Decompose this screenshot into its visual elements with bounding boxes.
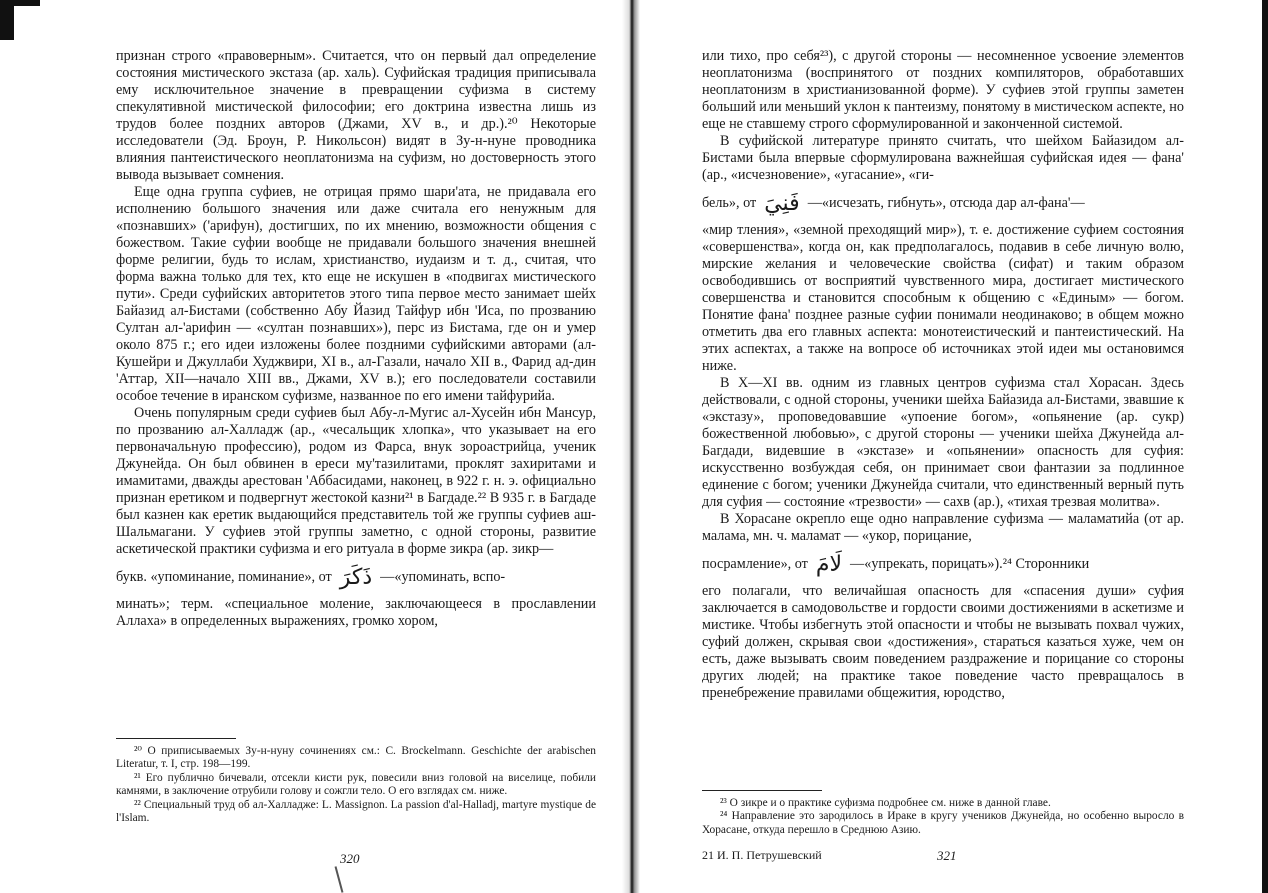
left-continuation: минать»; терм. «специальное моление, заключающееся в прославлении Аллаха» в определенных выражениях, громко хором, bbox=[116, 596, 596, 629]
right-paragraph-2: В суфийской литературе принято считать, что шейхом Байазидом ал-Бистами была впервые сформулирована важнейшая суфийская идея — фана' (ар., «исчезновение», «угасание», «ги- bbox=[702, 133, 1184, 183]
right-arabic-2-after: —«упрекать, порицать»).²⁴ Сторонники bbox=[850, 555, 1090, 572]
right-paragraph-3: «мир тления», «земной преходящий мир»), т. е. достижение суфием состояния «совершенства», когда он, как предполагалось, подавив в себе личную волю, мирские желания и человеческие свойства (сифат) и таким образом освободившись от восприятий чувственного мира, достигает мистического совершенства и становится способным к общению с «Единым» — богом. Понятие фана' позднее разные суфии понимали неодинаково; в общем можно отметить два его главных аспекта: монотеистический и пантеистический. На этих аспектах, а также на вопросе об источниках этой идеи мы остановимся ниже. bbox=[702, 222, 1184, 374]
right-continuation: его полагали, что величайшая опасность для «спасения души» суфия заключается в самодовольстве и гордости своими достижениями в аскетизме и мистике. Чтобы избегнуть этой опасности и чтобы не вызывать похвал чужих, суфий должен, скрывая свои «достижения», стараться казаться хуже, чем он есть, даже вызывать своим поведением раздражение и порицание со стороны других людей; на практике такое поведение часто превращалось в пренебрежение правилами общежития, юродство, bbox=[702, 583, 1184, 701]
right-page-number: 321 bbox=[937, 848, 957, 863]
right-arabic-1-after: —«исчезать, гибнуть», отсюда дар ал-фана'— bbox=[807, 194, 1085, 211]
printer-signature-mark: 21 И. П. Петрушевский bbox=[702, 848, 822, 862]
right-arabic-line-2 bbox=[702, 545, 1184, 583]
right-body-text bbox=[702, 48, 1184, 702]
arabic-word-lama: لَامَ bbox=[815, 551, 843, 577]
left-arabic-before: букв. «упоминание, поминание», от bbox=[116, 568, 332, 585]
scan-right-edge bbox=[1262, 0, 1268, 893]
arabic-word-dhakara: ذَكَرَ bbox=[339, 564, 373, 590]
scan-curve-mark bbox=[335, 866, 344, 893]
left-paragraph-1: признан строго «правоверным». Считается, что он первый дал определение состояния мистического экстаза (ар. халь). Суфийская традиция приписывала ему исключительное значение в превращении суфизма в систему спекулятивной мистической философии; его доктрина известна лишь из трудов более поздних авторов (Джами, XV в., и др.).²⁰ Некоторые исследователи (Эд. Броун, Р. Никольсон) видят в Зу-н-нуне проводника влияния пантеистического неоплатонизма на суфизм, но достоверность этого вывода вызывает сомнения. bbox=[116, 48, 596, 183]
footnote-24: ²⁴ Направление это зародилось в Ираке в кругу учеников Джунейда, но особенно выросло в Хорасане, откуда перешло в Среднюю Азию. bbox=[702, 810, 1184, 836]
right-arabic-2-before: посрамление», от bbox=[702, 555, 808, 572]
left-paragraph-2: Еще одна группа суфиев, не отрицая прямо шари'ата, не придавала его исполнению большого значения или даже считала его ненужным для «познавших» ('арифун), достигших, по их мнению, возможности общения с божеством. Такие суфии вообще не придавали большого значения внешней форме религии, будь то ислам, христианство, иудаизм и т. д., считая, что форма важна только для тех, кто еще не искушен в «подвигах мистического пути». Среди суфийских авторитетов этого типа первое место занимает шейх Байазид ал-Бистами (собственно Абу Йазид Тайфур ибн 'Иса, по прозванию Султан ал-'арифин — «султан познавших»), перс из Бистама, где он и умер около 875 г.; его идеи изложены более поздними суфийскими авторами (ал-Кушейри и Джуллаби Худжвири, XI в., ал-Газали, начало XII в., Фарид ад-дин 'Аттар, XII—начало XIII вв., Джами, XV в.); его последователи составили особое течение в иранском суфизме, названное по его имени тайфурийа. bbox=[116, 184, 596, 404]
left-footnotes bbox=[116, 745, 596, 825]
right-paragraph-4: В X—XI вв. одним из главных центров суфизма стал Хорасан. Здесь действовали, с одной стороны, ученики шейха Байазида ал-Бистами, звавшие к «экстазу», проповедовавшие «упоение богом», «опьянение (ар. сукр) божественной любовью», с другой стороны — ученики шейха Джунейда ал-Багдади, видевшие в «экстазе» и «опьянении» опасность для суфия: искусственно возбуждая себя, он принимает свои фантазии за подлинное единение с богом; ученики Джунейда считали, что единственный верный путь для суфия — состояние «трезвости» — сахв (ар.), «тихая трезвая молитва». bbox=[702, 375, 1184, 510]
arabic-word-faniya: فَنِيَ bbox=[764, 190, 800, 216]
right-arabic-line-1 bbox=[702, 184, 1184, 222]
left-page bbox=[0, 0, 630, 893]
right-footnote-rule bbox=[702, 790, 822, 791]
left-page-number: 320 bbox=[340, 851, 360, 866]
footnote-22: ²² Специальный труд об ал-Халладже: L. Massignon. La passion d'al-Halladj, martyre mystique de l'Islam. bbox=[116, 798, 596, 825]
footnote-21: ²¹ Его публично бичевали, отсекли кисти рук, повесили вниз головой на виселице, побили камнями, в заключение отрубили голову и сожгли тело. О его взглядах см. ниже. bbox=[116, 771, 596, 798]
right-page bbox=[632, 0, 1268, 893]
right-paragraph-1: или тихо, про себя²³), с другой стороны — несомненное усвоение элементов неоплатонизма (воспринятого от поздних компиляторов, обработавших неоплатонизм в христианизованной форме). У суфиев этой группы заметен больший или меньший уклон к пантеизму, понятому в мистическом аспекте, но еще не ставшему строго сформулированной и законченной системой. bbox=[702, 48, 1184, 132]
left-arabic-after: —«упоминать, вспо- bbox=[380, 568, 506, 585]
footnote-23: ²³ О зикре и о практике суфизма подробнее см. ниже в данной главе. bbox=[720, 797, 1051, 809]
left-paragraph-3: Очень популярным среди суфиев был Абу-л-Мугис ал-Хусейн ибн Мансур, по прозванию ал-Халладж (ар., «чесальщик хлопка», что указывает на его первоначальную профессию), родом из Фарса, внук зороастрийца, ученик Джунейда. Он был обвинен в ереси му'тазилитами, проклят захиритами и имамитами, дважды арестован 'Аббасидами, наконец, в 922 г. н. э. официально признан еретиком и подвергнут жестокой казни²¹ в Багдаде.²² В 935 г. в Багдаде был казнен как еретик выдающийся представитель той же группы суфиев аш-Шальмагани. У суфиев этой группы заметно, с одной стороны, развитие аскетической практики суфизма и его ритуала в форме зикра (ар. зикр— bbox=[116, 405, 596, 557]
left-arabic-line bbox=[116, 558, 596, 596]
left-body-text bbox=[116, 48, 596, 630]
right-paragraph-5: В Хорасане окрепло еще одно направление суфизма — маламатийа (от ар. малама, мн. ч. маламат — «укор, порицание, bbox=[702, 511, 1184, 544]
right-arabic-1-before: бель», от bbox=[702, 194, 757, 211]
right-footnotes bbox=[702, 797, 1184, 837]
left-footnote-rule bbox=[116, 738, 236, 739]
footnote-20: ²⁰ О приписываемых Зу-н-нуну сочинениях см.: C. Brockelmann. Geschichte der arabischen Literatur, т. I, стр. 198—199. bbox=[116, 745, 596, 771]
